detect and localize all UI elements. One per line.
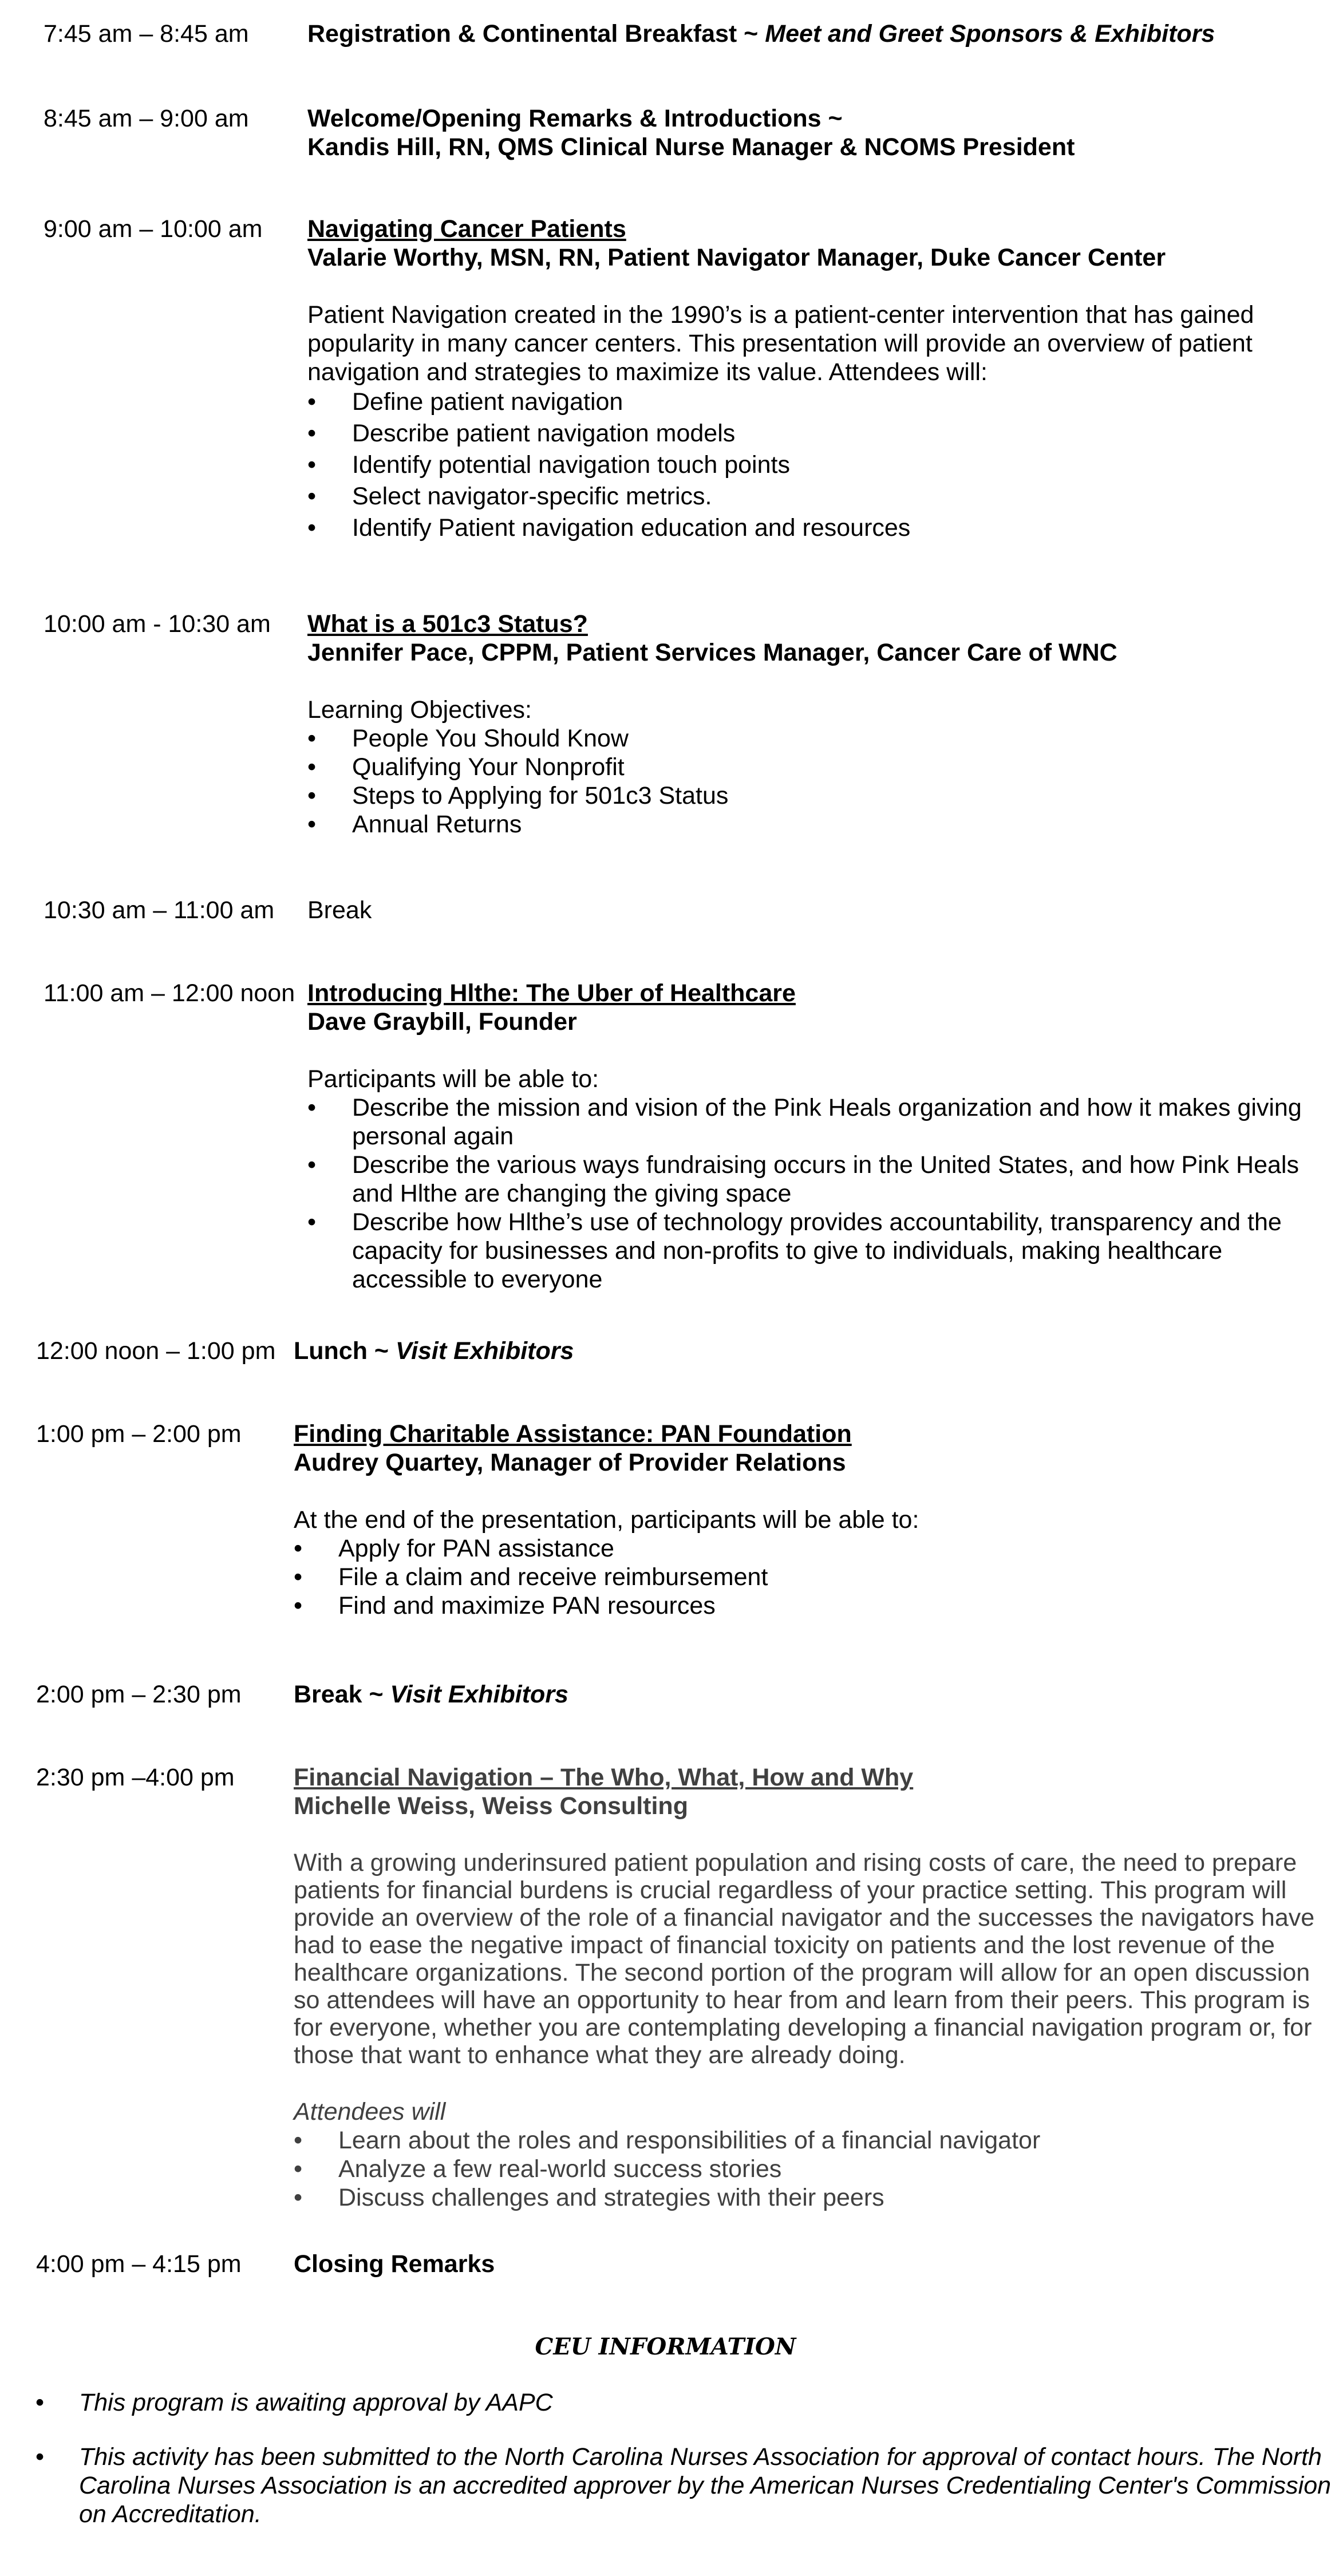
objectives-list <box>307 386 1254 544</box>
objectives-list <box>307 1093 1302 1294</box>
session-speaker: Michelle Weiss, Weiss Consulting <box>294 1792 688 1820</box>
list-item: • Describe the various ways fundraising occurs in the United States, and how Pink Heals and Hlthe are changing the giving space <box>307 1151 1302 1208</box>
list-item: • Describe patient navigation models <box>307 418 1254 449</box>
session-title: Registration & Continental Breakfast ~ Meet and Greet Sponsors & Exhibitors <box>307 20 1215 48</box>
session-time: 9:00 am – 10:00 am <box>44 215 263 243</box>
objectives-list <box>294 2126 1314 2212</box>
list-item: • Analyze a few real-world success stories <box>294 2155 1314 2183</box>
list-item: • Discuss challenges and strategies with their peers <box>294 2183 1314 2212</box>
session-intro: Learning Objectives: <box>307 696 532 724</box>
session-title: Introducing Hlthe: The Uber of Healthcare <box>307 979 796 1007</box>
session-time: 2:30 pm –4:00 pm <box>36 1764 235 1791</box>
list-item: • Qualifying Your Nonprofit <box>307 753 1117 781</box>
session-title: Finding Charitable Assistance: PAN Foundation <box>294 1420 852 1448</box>
session-intro: Attendees will <box>294 2098 446 2125</box>
session-speaker: Valarie Worthy, MSN, RN, Patient Navigator Manager, Duke Cancer Center <box>307 244 1166 271</box>
ceu-list <box>35 2388 1331 2528</box>
session-time: 11:00 am – 12:00 noon <box>44 979 295 1007</box>
session-title: Financial Navigation – The Who, What, How and Why <box>294 1764 914 1791</box>
session-title: Closing Remarks <box>294 2250 495 2278</box>
session-time: 7:45 am – 8:45 am <box>44 20 249 48</box>
objectives-list <box>294 1534 919 1620</box>
session-time: 8:45 am – 9:00 am <box>44 105 249 132</box>
session-time: 10:00 am - 10:30 am <box>44 610 271 638</box>
session-title: What is a 501c3 Status? <box>307 610 588 638</box>
session-time: 4:00 pm – 4:15 pm <box>36 2250 242 2278</box>
session-title: Break <box>307 896 372 924</box>
list-item: • File a claim and receive reimbursement <box>294 1563 919 1591</box>
list-item: • Describe how Hlthe’s use of technology provides accountability, transparency and the capacity for businesses and non-profits to give to individuals, making healthcare accessible to everyone <box>307 1208 1302 1294</box>
session-speaker: Jennifer Pace, CPPM, Patient Services Manager, Cancer Care of WNC <box>307 639 1117 666</box>
list-item: • Find and maximize PAN resources <box>294 1591 919 1620</box>
session-title-italic: Visit Exhibitors <box>395 1337 574 1365</box>
list-item: • Identify potential navigation touch points <box>307 449 1254 481</box>
list-item: • This program is awaiting approval by AAPC <box>35 2388 1312 2417</box>
session-content <box>307 215 1254 544</box>
session-title: Navigating Cancer Patients <box>307 215 626 243</box>
session-title-italic: Visit Exhibitors <box>390 1681 568 1708</box>
session-title-italic: Meet and Greet Sponsors & Exhibitors <box>765 20 1215 48</box>
session-speaker: Audrey Quartey, Manager of Provider Relations <box>294 1449 846 1476</box>
list-item: • Steps to Applying for 501c3 Status <box>307 781 1117 810</box>
list-item: • Identify Patient navigation education and resources <box>307 512 1254 544</box>
session-speaker: Dave Graybill, Founder <box>307 1008 577 1036</box>
session-time: 12:00 noon – 1:00 pm <box>36 1337 276 1365</box>
list-item: • This activity has been submitted to the North Carolina Nurses Association for approval of contact hours. The North Carolina Nurses Association is an accredited approver by the American Nurses Credentialing Center's Commission on Accreditation. <box>35 2443 1312 2528</box>
list-item: • Learn about the roles and responsibilities of a financial navigator <box>294 2126 1314 2155</box>
list-item: • Define patient navigation <box>307 386 1254 418</box>
list-item: • Describe the mission and vision of the Pink Heals organization and how it makes giving personal again <box>307 1093 1302 1151</box>
list-item: • Select navigator-specific metrics. <box>307 481 1254 512</box>
session-content <box>307 610 1117 839</box>
session-title: Lunch ~ Visit Exhibitors <box>294 1337 574 1365</box>
session-description: With a growing underinsured patient population and rising costs of care, the need to prepare patients for financial burdens is crucial regardless of your practice setting. This program will provide an overview of the role of a financial navigator and the successes the navigators have had to ease the negative impact of financial toxicity on patients and the lost revenue of the healthcare organizations. The second portion of the program will allow for an open discussion so attendees will have an opportunity to hear from and learn from their peers. This program is for everyone, whether you are contemplating developing a financial navigation program or, for those that want to enhance what they are already doing. <box>294 1849 1315 2069</box>
objectives-list <box>307 724 1117 839</box>
session-time: 10:30 am – 11:00 am <box>44 896 275 924</box>
list-item: • Apply for PAN assistance <box>294 1534 919 1563</box>
session-content <box>307 979 1302 1294</box>
session-content <box>294 1763 1314 2212</box>
list-item: • People You Should Know <box>307 724 1117 753</box>
session-title: Welcome/Opening Remarks & Introductions ~ Kandis Hill, RN, QMS Clinical Nurse Manager & NCOMS President <box>307 105 1075 161</box>
session-time: 2:00 pm – 2:30 pm <box>36 1681 242 1708</box>
session-intro: At the end of the presentation, participants will be able to: <box>294 1506 919 1534</box>
list-item: • Annual Returns <box>307 810 1117 839</box>
session-time: 1:00 pm – 2:00 pm <box>36 1420 242 1448</box>
ceu-heading: CEU INFORMATION <box>535 2333 796 2360</box>
session-title: Break ~ Visit Exhibitors <box>294 1681 568 1708</box>
session-description: Patient Navigation created in the 1990’s is a patient-center intervention that has gained popularity in many cancer centers. This presentation will provide an overview of patient navigation and strategies to maximize its value. Attendees will: <box>307 301 1254 386</box>
session-intro: Participants will be able to: <box>307 1065 599 1093</box>
session-content <box>294 1420 919 1620</box>
